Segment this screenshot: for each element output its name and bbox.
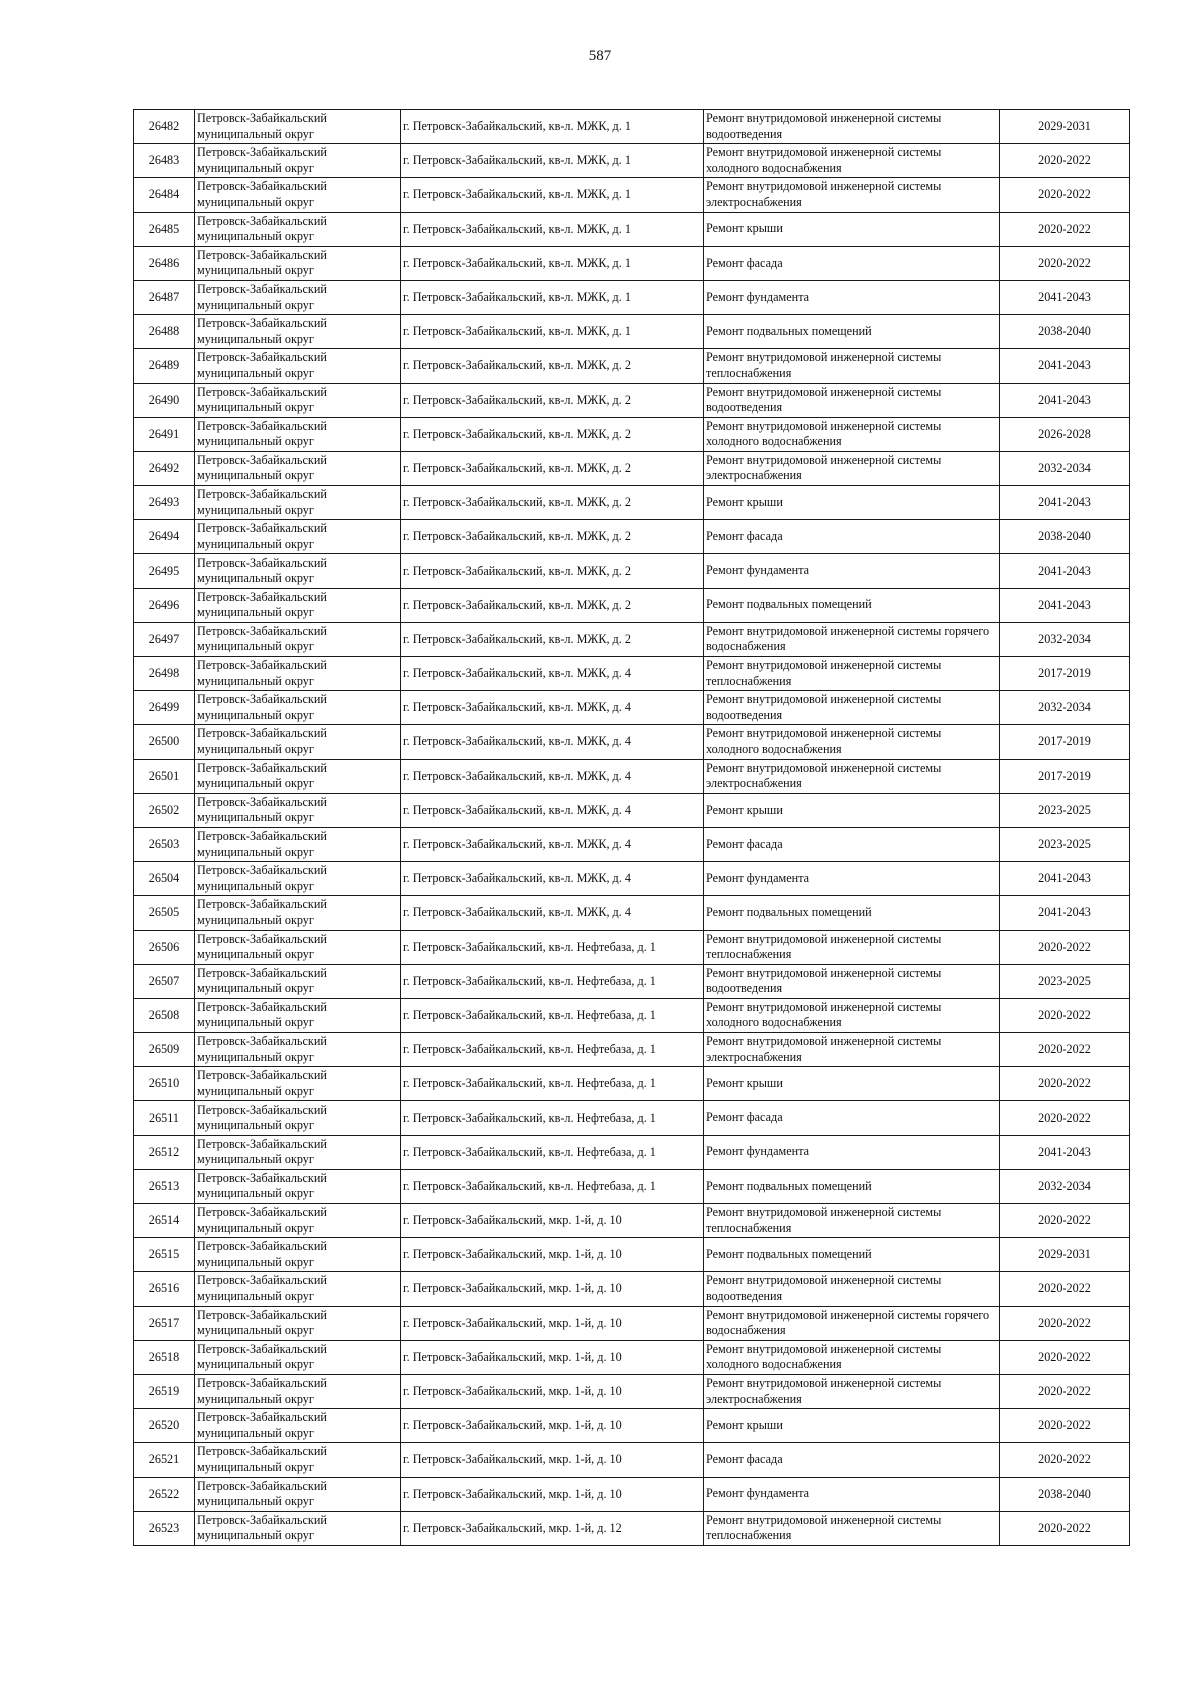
- address-cell: г. Петровск-Забайкальский, кв-л. Нефтебаза, д. 1: [401, 1067, 704, 1101]
- table-row: [134, 383, 1130, 417]
- municipality-cell: Петровск-Забайкальский муниципальный округ: [195, 1033, 401, 1067]
- municipality-cell: Петровск-Забайкальский муниципальный округ: [195, 144, 401, 178]
- address-cell: г. Петровск-Забайкальский, кв-л. МЖК, д. 2: [401, 349, 704, 383]
- work-type-cell: Ремонт крыши: [704, 486, 1000, 520]
- table-row: [134, 691, 1130, 725]
- table-row: [134, 1169, 1130, 1203]
- page-number: 587: [588, 48, 612, 64]
- period-cell: 2020-2022: [1000, 212, 1130, 246]
- work-type-cell: Ремонт внутридомовой инженерной системы холодного водоснабжения: [704, 725, 1000, 759]
- address-cell: г. Петровск-Забайкальский, кв-л. МЖК, д. 4: [401, 862, 704, 896]
- row-number-cell: 26484: [134, 178, 195, 212]
- period-cell: 2020-2022: [1000, 1443, 1130, 1477]
- row-number-cell: 26520: [134, 1409, 195, 1443]
- row-number-cell: 26490: [134, 383, 195, 417]
- municipality-cell: Петровск-Забайкальский муниципальный округ: [195, 1238, 401, 1272]
- period-cell: 2023-2025: [1000, 793, 1130, 827]
- municipality-cell: Петровск-Забайкальский муниципальный округ: [195, 691, 401, 725]
- period-cell: 2041-2043: [1000, 280, 1130, 314]
- work-type-cell: Ремонт внутридомовой инженерной системы водоотведения: [704, 110, 1000, 144]
- row-number-cell: 26518: [134, 1340, 195, 1374]
- municipality-cell: Петровск-Забайкальский муниципальный округ: [195, 383, 401, 417]
- address-cell: г. Петровск-Забайкальский, кв-л. МЖК, д. 1: [401, 246, 704, 280]
- municipality-cell: Петровск-Забайкальский муниципальный округ: [195, 998, 401, 1032]
- municipality-cell: Петровск-Забайкальский муниципальный округ: [195, 280, 401, 314]
- table-row: [134, 1340, 1130, 1374]
- table-row: [134, 1204, 1130, 1238]
- table-row: [134, 827, 1130, 861]
- work-type-cell: Ремонт внутридомовой инженерной системы холодного водоснабжения: [704, 144, 1000, 178]
- period-cell: 2029-2031: [1000, 110, 1130, 144]
- address-cell: г. Петровск-Забайкальский, кв-л. МЖК, д. 1: [401, 280, 704, 314]
- municipality-cell: Петровск-Забайкальский муниципальный округ: [195, 315, 401, 349]
- table-row: [134, 417, 1130, 451]
- municipality-cell: Петровск-Забайкальский муниципальный округ: [195, 588, 401, 622]
- row-number-cell: 26494: [134, 520, 195, 554]
- work-type-cell: Ремонт внутридомовой инженерной системы теплоснабжения: [704, 1511, 1000, 1545]
- table-row: [134, 1443, 1130, 1477]
- period-cell: 2038-2040: [1000, 520, 1130, 554]
- table-row: [134, 1238, 1130, 1272]
- address-cell: г. Петровск-Забайкальский, кв-л. МЖК, д. 1: [401, 178, 704, 212]
- period-cell: 2041-2043: [1000, 1135, 1130, 1169]
- work-type-cell: Ремонт внутридомовой инженерной системы водоотведения: [704, 691, 1000, 725]
- row-number-cell: 26496: [134, 588, 195, 622]
- address-cell: г. Петровск-Забайкальский, кв-л. МЖК, д. 1: [401, 110, 704, 144]
- municipality-cell: Петровск-Забайкальский муниципальный округ: [195, 657, 401, 691]
- municipality-cell: Петровск-Забайкальский муниципальный округ: [195, 1169, 401, 1203]
- table-row: [134, 144, 1130, 178]
- period-cell: 2017-2019: [1000, 657, 1130, 691]
- period-cell: 2020-2022: [1000, 178, 1130, 212]
- work-type-cell: Ремонт фундамента: [704, 1477, 1000, 1511]
- period-cell: 2041-2043: [1000, 896, 1130, 930]
- row-number-cell: 26521: [134, 1443, 195, 1477]
- municipality-cell: Петровск-Забайкальский муниципальный округ: [195, 793, 401, 827]
- table-row: [134, 178, 1130, 212]
- table-row: [134, 486, 1130, 520]
- table-row: [134, 793, 1130, 827]
- table-row: [134, 1272, 1130, 1306]
- municipality-cell: Петровск-Забайкальский муниципальный округ: [195, 1443, 401, 1477]
- address-cell: г. Петровск-Забайкальский, мкр. 1-й, д. 10: [401, 1204, 704, 1238]
- address-cell: г. Петровск-Забайкальский, кв-л. Нефтебаза, д. 1: [401, 930, 704, 964]
- row-number-cell: 26522: [134, 1477, 195, 1511]
- work-type-cell: Ремонт внутридомовой инженерной системы водоотведения: [704, 383, 1000, 417]
- table-row: [134, 280, 1130, 314]
- row-number-cell: 26514: [134, 1204, 195, 1238]
- table-row: [134, 1374, 1130, 1408]
- period-cell: 2026-2028: [1000, 417, 1130, 451]
- period-cell: 2020-2022: [1000, 1204, 1130, 1238]
- table-row: [134, 1067, 1130, 1101]
- municipality-cell: Петровск-Забайкальский муниципальный округ: [195, 622, 401, 656]
- work-type-cell: Ремонт фасада: [704, 1443, 1000, 1477]
- work-type-cell: Ремонт внутридомовой инженерной системы холодного водоснабжения: [704, 1340, 1000, 1374]
- period-cell: 2020-2022: [1000, 1374, 1130, 1408]
- work-type-cell: Ремонт крыши: [704, 212, 1000, 246]
- work-type-cell: Ремонт внутридомовой инженерной системы теплоснабжения: [704, 930, 1000, 964]
- period-cell: 2041-2043: [1000, 588, 1130, 622]
- row-number-cell: 26511: [134, 1101, 195, 1135]
- row-number-cell: 26499: [134, 691, 195, 725]
- period-cell: 2020-2022: [1000, 1511, 1130, 1545]
- address-cell: г. Петровск-Забайкальский, кв-л. МЖК, д. 4: [401, 896, 704, 930]
- address-cell: г. Петровск-Забайкальский, кв-л. Нефтебаза, д. 1: [401, 1101, 704, 1135]
- municipality-cell: Петровск-Забайкальский муниципальный округ: [195, 862, 401, 896]
- period-cell: 2020-2022: [1000, 1340, 1130, 1374]
- row-number-cell: 26502: [134, 793, 195, 827]
- period-cell: 2020-2022: [1000, 1409, 1130, 1443]
- municipality-cell: Петровск-Забайкальский муниципальный округ: [195, 349, 401, 383]
- period-cell: 2041-2043: [1000, 862, 1130, 896]
- municipality-cell: Петровск-Забайкальский муниципальный округ: [195, 178, 401, 212]
- period-cell: 2020-2022: [1000, 1101, 1130, 1135]
- row-number-cell: 26482: [134, 110, 195, 144]
- row-number-cell: 26492: [134, 451, 195, 485]
- work-type-cell: Ремонт подвальных помещений: [704, 315, 1000, 349]
- municipality-cell: Петровск-Забайкальский муниципальный округ: [195, 759, 401, 793]
- municipality-cell: Петровск-Забайкальский муниципальный округ: [195, 110, 401, 144]
- period-cell: 2020-2022: [1000, 144, 1130, 178]
- table-row: [134, 930, 1130, 964]
- table-row: [134, 1033, 1130, 1067]
- work-type-cell: Ремонт фасада: [704, 827, 1000, 861]
- table-row: [134, 520, 1130, 554]
- work-type-cell: Ремонт внутридомовой инженерной системы теплоснабжения: [704, 349, 1000, 383]
- row-number-cell: 26507: [134, 964, 195, 998]
- work-type-cell: Ремонт внутридомовой инженерной системы электроснабжения: [704, 1033, 1000, 1067]
- row-number-cell: 26517: [134, 1306, 195, 1340]
- address-cell: г. Петровск-Забайкальский, кв-л. МЖК, д. 2: [401, 520, 704, 554]
- municipality-cell: Петровск-Забайкальский муниципальный округ: [195, 1135, 401, 1169]
- period-cell: 2017-2019: [1000, 759, 1130, 793]
- row-number-cell: 26513: [134, 1169, 195, 1203]
- municipality-cell: Петровск-Забайкальский муниципальный округ: [195, 1477, 401, 1511]
- row-number-cell: 26515: [134, 1238, 195, 1272]
- table-row: [134, 1477, 1130, 1511]
- address-cell: г. Петровск-Забайкальский, кв-л. МЖК, д. 2: [401, 622, 704, 656]
- municipality-cell: Петровск-Забайкальский муниципальный округ: [195, 964, 401, 998]
- table-row: [134, 1511, 1130, 1545]
- row-number-cell: 26508: [134, 998, 195, 1032]
- period-cell: 2020-2022: [1000, 1306, 1130, 1340]
- table-row: [134, 964, 1130, 998]
- table-row: [134, 998, 1130, 1032]
- table-row: [134, 1101, 1130, 1135]
- row-number-cell: 26489: [134, 349, 195, 383]
- period-cell: 2032-2034: [1000, 1169, 1130, 1203]
- table-row: [134, 451, 1130, 485]
- period-cell: 2041-2043: [1000, 554, 1130, 588]
- period-cell: 2020-2022: [1000, 930, 1130, 964]
- work-type-cell: Ремонт фасада: [704, 1101, 1000, 1135]
- table-row: [134, 896, 1130, 930]
- work-type-cell: Ремонт внутридомовой инженерной системы холодного водоснабжения: [704, 417, 1000, 451]
- work-type-cell: Ремонт крыши: [704, 793, 1000, 827]
- row-number-cell: 26509: [134, 1033, 195, 1067]
- row-number-cell: 26495: [134, 554, 195, 588]
- work-type-cell: Ремонт внутридомовой инженерной системы электроснабжения: [704, 178, 1000, 212]
- period-cell: 2041-2043: [1000, 486, 1130, 520]
- period-cell: 2023-2025: [1000, 964, 1130, 998]
- work-type-cell: Ремонт подвальных помещений: [704, 1169, 1000, 1203]
- row-number-cell: 26491: [134, 417, 195, 451]
- table-body: [134, 110, 1130, 1546]
- address-cell: г. Петровск-Забайкальский, мкр. 1-й, д. 10: [401, 1409, 704, 1443]
- work-type-cell: Ремонт внутридомовой инженерной системы холодного водоснабжения: [704, 998, 1000, 1032]
- address-cell: г. Петровск-Забайкальский, мкр. 1-й, д. 10: [401, 1272, 704, 1306]
- address-cell: г. Петровск-Забайкальский, мкр. 1-й, д. 12: [401, 1511, 704, 1545]
- row-number-cell: 26485: [134, 212, 195, 246]
- work-type-cell: Ремонт фасада: [704, 246, 1000, 280]
- period-cell: 2041-2043: [1000, 349, 1130, 383]
- table-row: [134, 554, 1130, 588]
- municipality-cell: Петровск-Забайкальский муниципальный округ: [195, 1374, 401, 1408]
- address-cell: г. Петровск-Забайкальский, мкр. 1-й, д. 10: [401, 1238, 704, 1272]
- work-type-cell: Ремонт крыши: [704, 1067, 1000, 1101]
- period-cell: 2023-2025: [1000, 827, 1130, 861]
- address-cell: г. Петровск-Забайкальский, мкр. 1-й, д. 10: [401, 1443, 704, 1477]
- row-number-cell: 26501: [134, 759, 195, 793]
- address-cell: г. Петровск-Забайкальский, кв-л. МЖК, д. 1: [401, 212, 704, 246]
- period-cell: 2029-2031: [1000, 1238, 1130, 1272]
- address-cell: г. Петровск-Забайкальский, кв-л. Нефтебаза, д. 1: [401, 964, 704, 998]
- municipality-cell: Петровск-Забайкальский муниципальный округ: [195, 554, 401, 588]
- municipality-cell: Петровск-Забайкальский муниципальный округ: [195, 1204, 401, 1238]
- address-cell: г. Петровск-Забайкальский, мкр. 1-й, д. 10: [401, 1477, 704, 1511]
- period-cell: 2020-2022: [1000, 246, 1130, 280]
- row-number-cell: 26493: [134, 486, 195, 520]
- work-type-cell: Ремонт внутридомовой инженерной системы водоотведения: [704, 964, 1000, 998]
- work-type-cell: Ремонт фундамента: [704, 280, 1000, 314]
- work-type-cell: Ремонт внутридомовой инженерной системы горячего водоснабжения: [704, 622, 1000, 656]
- row-number-cell: 26506: [134, 930, 195, 964]
- address-cell: г. Петровск-Забайкальский, мкр. 1-й, д. 10: [401, 1306, 704, 1340]
- row-number-cell: 26500: [134, 725, 195, 759]
- period-cell: 2038-2040: [1000, 1477, 1130, 1511]
- row-number-cell: 26516: [134, 1272, 195, 1306]
- table-row: [134, 315, 1130, 349]
- work-type-cell: Ремонт подвальных помещений: [704, 588, 1000, 622]
- repair-schedule-table: [133, 109, 1130, 1546]
- row-number-cell: 26504: [134, 862, 195, 896]
- address-cell: г. Петровск-Забайкальский, кв-л. МЖК, д. 4: [401, 691, 704, 725]
- row-number-cell: 26486: [134, 246, 195, 280]
- address-cell: г. Петровск-Забайкальский, кв-л. Нефтебаза, д. 1: [401, 1135, 704, 1169]
- row-number-cell: 26487: [134, 280, 195, 314]
- table-row: [134, 862, 1130, 896]
- work-type-cell: Ремонт внутридомовой инженерной системы электроснабжения: [704, 451, 1000, 485]
- address-cell: г. Петровск-Забайкальский, кв-л. Нефтебаза, д. 1: [401, 1169, 704, 1203]
- address-cell: г. Петровск-Забайкальский, кв-л. МЖК, д. 4: [401, 657, 704, 691]
- municipality-cell: Петровск-Забайкальский муниципальный округ: [195, 1306, 401, 1340]
- work-type-cell: Ремонт крыши: [704, 1409, 1000, 1443]
- table-row: [134, 110, 1130, 144]
- address-cell: г. Петровск-Забайкальский, кв-л. МЖК, д. 2: [401, 554, 704, 588]
- address-cell: г. Петровск-Забайкальский, кв-л. Нефтебаза, д. 1: [401, 998, 704, 1032]
- row-number-cell: 26488: [134, 315, 195, 349]
- table-row: [134, 588, 1130, 622]
- period-cell: 2020-2022: [1000, 1272, 1130, 1306]
- table-row: [134, 622, 1130, 656]
- table-row: [134, 1306, 1130, 1340]
- address-cell: г. Петровск-Забайкальский, кв-л. МЖК, д. 2: [401, 451, 704, 485]
- row-number-cell: 26512: [134, 1135, 195, 1169]
- work-type-cell: Ремонт фундамента: [704, 554, 1000, 588]
- row-number-cell: 26523: [134, 1511, 195, 1545]
- row-number-cell: 26503: [134, 827, 195, 861]
- municipality-cell: Петровск-Забайкальский муниципальный округ: [195, 486, 401, 520]
- row-number-cell: 26483: [134, 144, 195, 178]
- period-cell: 2020-2022: [1000, 1067, 1130, 1101]
- municipality-cell: Петровск-Забайкальский муниципальный округ: [195, 212, 401, 246]
- municipality-cell: Петровск-Забайкальский муниципальный округ: [195, 1067, 401, 1101]
- work-type-cell: Ремонт внутридомовой инженерной системы водоотведения: [704, 1272, 1000, 1306]
- municipality-cell: Петровск-Забайкальский муниципальный округ: [195, 246, 401, 280]
- work-type-cell: Ремонт внутридомовой инженерной системы горячего водоснабжения: [704, 1306, 1000, 1340]
- table-row: [134, 759, 1130, 793]
- address-cell: г. Петровск-Забайкальский, кв-л. МЖК, д. 1: [401, 315, 704, 349]
- municipality-cell: Петровск-Забайкальский муниципальный округ: [195, 930, 401, 964]
- municipality-cell: Петровск-Забайкальский муниципальный округ: [195, 1272, 401, 1306]
- row-number-cell: 26519: [134, 1374, 195, 1408]
- municipality-cell: Петровск-Забайкальский муниципальный округ: [195, 896, 401, 930]
- municipality-cell: Петровск-Забайкальский муниципальный округ: [195, 725, 401, 759]
- table-row: [134, 1135, 1130, 1169]
- work-type-cell: Ремонт внутридомовой инженерной системы теплоснабжения: [704, 657, 1000, 691]
- municipality-cell: Петровск-Забайкальский муниципальный округ: [195, 1101, 401, 1135]
- work-type-cell: Ремонт фасада: [704, 520, 1000, 554]
- period-cell: 2041-2043: [1000, 383, 1130, 417]
- address-cell: г. Петровск-Забайкальский, кв-л. Нефтебаза, д. 1: [401, 1033, 704, 1067]
- municipality-cell: Петровск-Забайкальский муниципальный округ: [195, 417, 401, 451]
- municipality-cell: Петровск-Забайкальский муниципальный округ: [195, 520, 401, 554]
- period-cell: 2038-2040: [1000, 315, 1130, 349]
- work-type-cell: Ремонт фундамента: [704, 1135, 1000, 1169]
- work-type-cell: Ремонт подвальных помещений: [704, 896, 1000, 930]
- municipality-cell: Петровск-Забайкальский муниципальный округ: [195, 827, 401, 861]
- address-cell: г. Петровск-Забайкальский, кв-л. МЖК, д. 2: [401, 588, 704, 622]
- address-cell: г. Петровск-Забайкальский, кв-л. МЖК, д. 2: [401, 486, 704, 520]
- table-row: [134, 725, 1130, 759]
- address-cell: г. Петровск-Забайкальский, кв-л. МЖК, д. 1: [401, 144, 704, 178]
- municipality-cell: Петровск-Забайкальский муниципальный округ: [195, 451, 401, 485]
- row-number-cell: 26510: [134, 1067, 195, 1101]
- address-cell: г. Петровск-Забайкальский, кв-л. МЖК, д. 4: [401, 827, 704, 861]
- row-number-cell: 26505: [134, 896, 195, 930]
- address-cell: г. Петровск-Забайкальский, кв-л. МЖК, д. 4: [401, 725, 704, 759]
- period-cell: 2020-2022: [1000, 998, 1130, 1032]
- address-cell: г. Петровск-Забайкальский, кв-л. МЖК, д. 4: [401, 759, 704, 793]
- address-cell: г. Петровск-Забайкальский, мкр. 1-й, д. 10: [401, 1340, 704, 1374]
- period-cell: 2032-2034: [1000, 691, 1130, 725]
- address-cell: г. Петровск-Забайкальский, кв-л. МЖК, д. 2: [401, 417, 704, 451]
- address-cell: г. Петровск-Забайкальский, кв-л. МЖК, д. 2: [401, 383, 704, 417]
- period-cell: 2032-2034: [1000, 622, 1130, 656]
- address-cell: г. Петровск-Забайкальский, кв-л. МЖК, д. 4: [401, 793, 704, 827]
- work-type-cell: Ремонт внутридомовой инженерной системы электроснабжения: [704, 759, 1000, 793]
- address-cell: г. Петровск-Забайкальский, мкр. 1-й, д. 10: [401, 1374, 704, 1408]
- period-cell: 2017-2019: [1000, 725, 1130, 759]
- work-type-cell: Ремонт внутридомовой инженерной системы теплоснабжения: [704, 1204, 1000, 1238]
- table-row: [134, 1409, 1130, 1443]
- table-row: [134, 246, 1130, 280]
- municipality-cell: Петровск-Забайкальский муниципальный округ: [195, 1409, 401, 1443]
- work-type-cell: Ремонт фундамента: [704, 862, 1000, 896]
- municipality-cell: Петровск-Забайкальский муниципальный округ: [195, 1340, 401, 1374]
- work-type-cell: Ремонт подвальных помещений: [704, 1238, 1000, 1272]
- row-number-cell: 26498: [134, 657, 195, 691]
- period-cell: 2020-2022: [1000, 1033, 1130, 1067]
- table-row: [134, 212, 1130, 246]
- period-cell: 2032-2034: [1000, 451, 1130, 485]
- row-number-cell: 26497: [134, 622, 195, 656]
- table-row: [134, 349, 1130, 383]
- work-type-cell: Ремонт внутридомовой инженерной системы электроснабжения: [704, 1374, 1000, 1408]
- table-row: [134, 657, 1130, 691]
- municipality-cell: Петровск-Забайкальский муниципальный округ: [195, 1511, 401, 1545]
